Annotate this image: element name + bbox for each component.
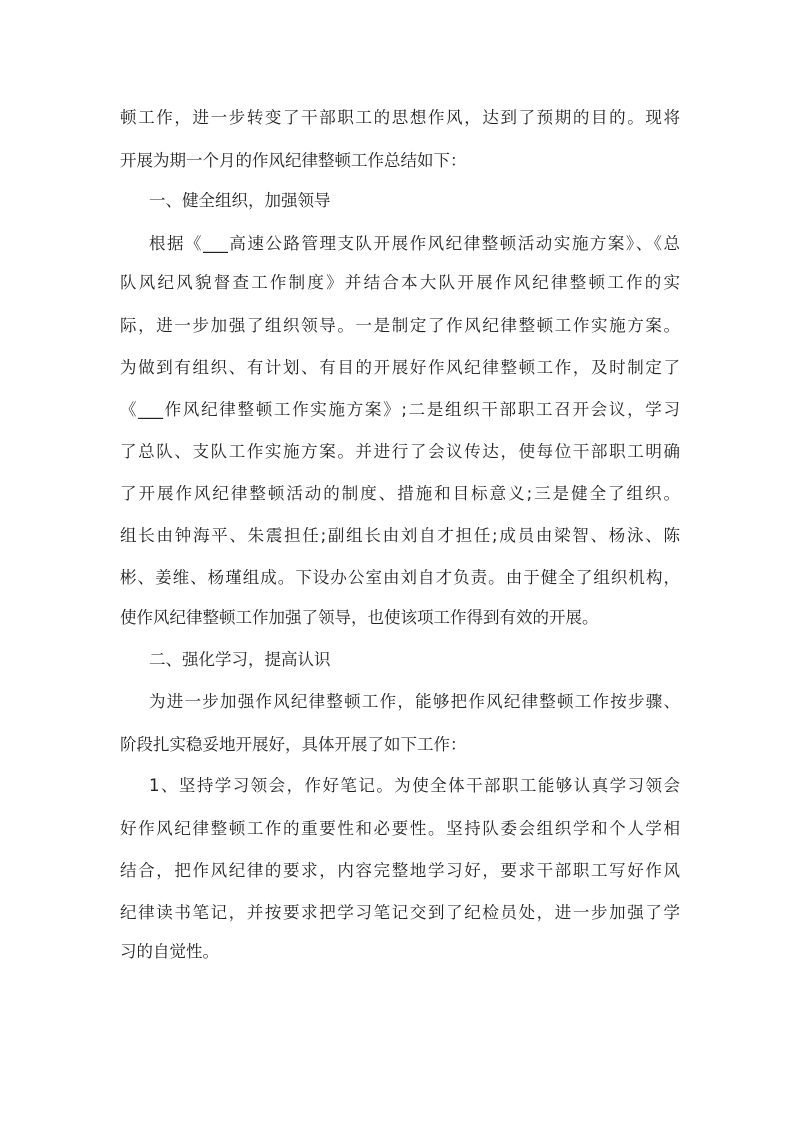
- paragraph-line: 使作风纪律整顿工作加强了领导，也使该项工作得到有效的开展。: [120, 608, 599, 627]
- paragraph-line: 《___作风纪律整顿工作实施方案》;二是组织干部职工召开会议，学习: [120, 400, 680, 419]
- paragraph-line: 开展为期一个月的作风纪律整顿工作总结如下：: [120, 151, 467, 170]
- paragraph-line: 为进一步加强作风纪律整顿工作，能够把作风纪律整顿工作按步骤、: [149, 692, 680, 711]
- paragraph-line: 队风纪风貌督查工作制度》并结合本大队开展作风纪律整顿工作的实: [120, 273, 680, 292]
- section-heading: 二、强化学习，提高认识: [149, 650, 331, 669]
- paragraph-line: 结合，把作风纪律的要求，内容完整地学习好，要求干部职工写好作风: [120, 861, 680, 880]
- paragraph-line: 了开展作风纪律整顿活动的制度、措施和目标意义;三是健全了组织。: [120, 484, 680, 503]
- paragraph-line: 1、坚持学习领会，作好笔记。为使全体干部职工能够认真学习领会: [149, 776, 680, 795]
- paragraph-line: 组长由钟海平、朱震担任;副组长由刘自才担任;成员由梁智、杨泳、陈: [120, 526, 680, 545]
- paragraph-line: 习的自觉性。: [120, 942, 219, 961]
- section-heading: 一、健全组织，加强领导: [149, 191, 331, 210]
- paragraph-line: 为做到有组织、有计划、有目的开展好作风纪律整顿工作，及时制定了: [120, 358, 680, 377]
- paragraph-line: 阶段扎实稳妥地开展好，具体开展了如下工作：: [120, 735, 467, 754]
- paragraph-line: 彬、姜维、杨瑾组成。下设办公室由刘自才负责。由于健全了组织机构，: [120, 568, 680, 587]
- paragraph-line: 顿工作，进一步转变了干部职工的思想作风，达到了预期的目的。现将: [120, 108, 680, 127]
- paragraph-line: 纪律读书笔记，并按要求把学习笔记交到了纪检员处，进一步加强了学: [120, 903, 680, 922]
- paragraph-line: 了总队、支队工作实施方案。并进行了会议传达，使每位干部职工明确: [120, 442, 680, 461]
- paragraph-line: 际，进一步加强了组织领导。一是制定了作风纪律整顿工作实施方案。: [120, 316, 680, 335]
- paragraph-line: 根据《___高速公路管理支队开展作风纪律整顿活动实施方案》、《总: [149, 234, 680, 253]
- paragraph-line: 好作风纪律整顿工作的重要性和必要性。坚持队委会组织学和个人学相: [120, 819, 680, 838]
